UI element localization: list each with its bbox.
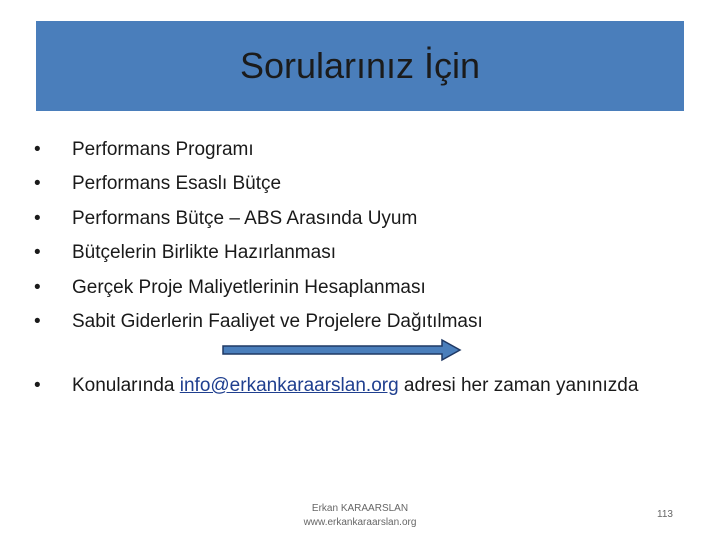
- bullet-text: Performans Esaslı Bütçe: [72, 173, 282, 195]
- bullet-dot: •: [34, 311, 41, 333]
- bullet-item: [34, 167, 483, 201]
- arrow-shape: [223, 340, 460, 360]
- bullet-text: Bütçelerin Birlikte Hazırlanması: [72, 242, 336, 264]
- bullet-text: Gerçek Proje Maliyetlerinin Hesaplanması: [72, 276, 426, 298]
- slide-title: Sorularınız İçin: [239, 45, 481, 86]
- footer-website: www.erkankaraarslan.org: [303, 517, 417, 528]
- footer-author: Erkan KARAARSLAN: [311, 503, 409, 514]
- contact-suffix: adresi her zaman yanınızda: [398, 375, 639, 396]
- bullet-text: Sabit Giderlerin Faaliyet ve Projelere Dağıtılması: [72, 311, 483, 333]
- bullet-text: Performans Programı: [72, 139, 254, 160]
- bullet-dot: •: [34, 207, 41, 229]
- bullet-item: [34, 305, 483, 339]
- bullet-text: Performans Bütçe – ABS Arasında Uyum: [72, 207, 418, 229]
- email-link[interactable]: info@erkankaraarslan.org: [179, 375, 399, 396]
- contact-text: [34, 371, 654, 400]
- title-bar: [36, 21, 684, 111]
- bullet-dot: •: [34, 173, 41, 195]
- bullet-item: [34, 236, 483, 270]
- bullet-item: [34, 202, 483, 236]
- contact-note: [34, 371, 654, 400]
- page-number: 113: [657, 509, 673, 520]
- bullet-dot: •: [34, 139, 41, 160]
- bullet-item: [34, 133, 483, 167]
- bullet-item: [34, 271, 483, 305]
- footer: [240, 502, 480, 530]
- bullet-dot: •: [34, 375, 41, 396]
- right-arrow-icon: [222, 338, 462, 362]
- bullet-dot: •: [34, 276, 41, 298]
- bullet-dot: •: [34, 242, 41, 264]
- bullet-list: [34, 133, 483, 339]
- contact-prefix: Konularında: [72, 375, 180, 396]
